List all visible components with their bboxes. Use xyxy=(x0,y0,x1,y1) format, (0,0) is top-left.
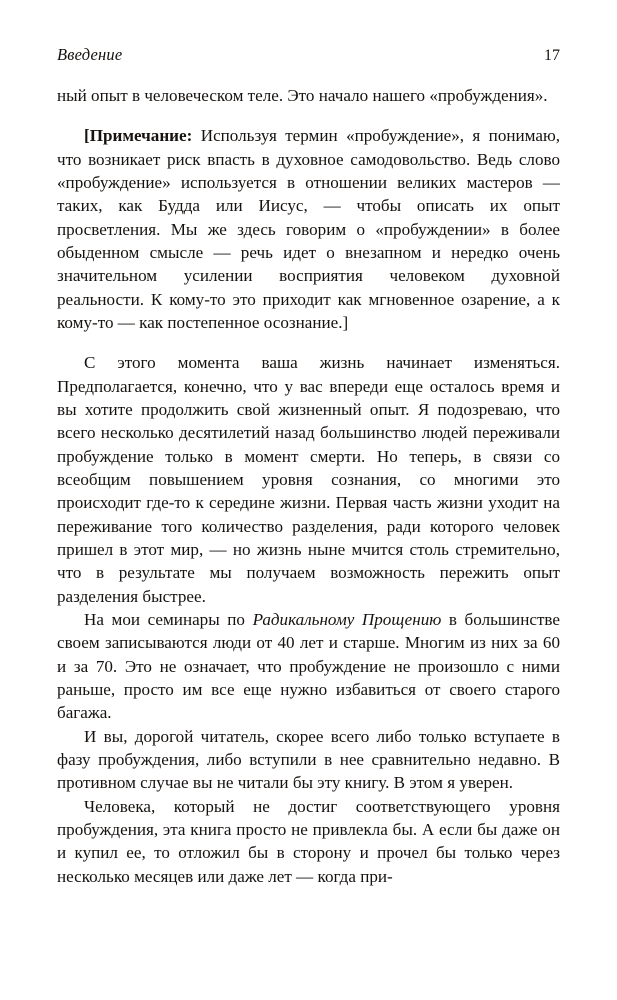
paragraph-2-before: На мои семинары по xyxy=(84,609,253,629)
note-text: Используя термин «пробуждение», я понимаю, что возникает риск впасть в духовное самодовольство. Ведь слово «пробуждение» используется в отношении великих мастеров — таких, как Будда или Иисус, — чтобы описать их опыт просветления. Мы же здесь говорим о «пробуждении» в более обыденном смысле — речь идет о внезапном и нередко очень значительном усилении восприятия человеком духовной реальности. К кому-то это приходит как мгновенное озарение, а к кому-то — как постепенное осознание.] xyxy=(57,126,560,332)
paragraph-3: И вы, дорогой читатель, скорее всего либо только вступаете в фазу пробуждения, либо вступили в нее сравнительно недавно. В противном случае вы не читали бы эту книгу. В этом я уверен. xyxy=(57,726,560,793)
paragraph-1: С этого момента ваша жизнь начинает изменяться. Предполагается, конечно, что у вас впереди еще осталось время и вы хотите продолжить свой жизненный опыт. Я подозреваю, что всего несколько десятилетий назад большинство людей переживали пробуждение только в момент смерти. Но теперь, в связи со всеобщим повышением уровня сознания, со многими это происходит где-то к середине жизни. Первая часть жизни уходит на переживание того количество разделения, ради которого человек пришел в этот мир, — но жизнь ныне мчится столь стремительно, что в результате мы получаем возможность пережить опыт разделения быстрее. xyxy=(57,353,560,606)
paragraph-2-after: в большинстве своем записываются люди от 40 лет и старше. Многим из них за 60 и за 70. Это не означает, что пробуждение не произошло с ними раньше, просто им все еще нужно избавиться от своего старого багажа. xyxy=(57,609,560,723)
note-label: [Примечание: xyxy=(84,126,193,146)
running-head xyxy=(57,47,560,64)
book-title-italic: Радикальному Прощению xyxy=(252,609,442,629)
paragraph-2 xyxy=(57,608,560,725)
running-head-title: Введение xyxy=(57,45,123,64)
paragraph-carryover: ный опыт в человеческом теле. Это начало нашего «пробуждения». xyxy=(57,86,548,105)
page-number: 17 xyxy=(544,47,560,64)
page-body xyxy=(57,84,560,888)
paragraph-4: Человека, который не достиг соответствующего уровня пробуждения, эта книга просто не привлекла бы. А если бы даже он и купил ее, то отложил бы в сторону и прочел бы только через несколько месяцев или даже лет — когда при- xyxy=(57,796,560,886)
paragraph-note xyxy=(57,124,560,334)
